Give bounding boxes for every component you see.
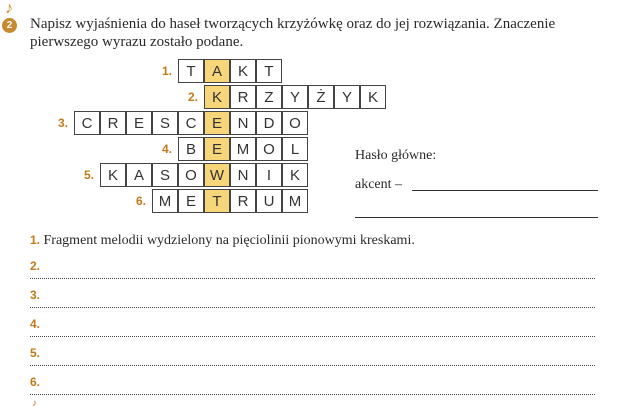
crossword-row-number: 1. <box>161 64 172 78</box>
crossword-row-number: 2. <box>187 90 198 104</box>
crossword-cell[interactable]: Y <box>334 85 360 109</box>
crossword-cell[interactable]: O <box>282 111 308 135</box>
music-note-icon: ♪ <box>5 0 13 17</box>
crossword-key-cell[interactable]: E <box>204 137 230 161</box>
definition-line-5-number: 5. <box>30 346 44 360</box>
definition-line-4-number: 4. <box>30 317 44 331</box>
crossword-cell[interactable]: S <box>152 111 178 135</box>
main-password-label: Hasło główne: <box>355 148 437 163</box>
task-instruction: Napisz wyjaśnienia do haseł tworzących krzyżówkę oraz do jej rozwiązania. Znaczenie pierwszego wyrazu zostało podane. <box>30 16 556 50</box>
crossword-row-number: 3. <box>57 116 68 130</box>
definition-1-number: 1. <box>30 233 41 247</box>
definition-line-2-number: 2. <box>30 259 44 273</box>
crossword-cell[interactable]: Z <box>256 85 282 109</box>
crossword-cell[interactable]: S <box>152 163 178 187</box>
crossword-cell[interactable]: R <box>230 189 256 213</box>
definition-1-text: Fragment melodii wydzielony na pięciolinii pionowymi kreskami. <box>43 233 415 248</box>
crossword-cell[interactable]: K <box>282 163 308 187</box>
crossword-cell[interactable]: K <box>230 59 256 83</box>
definition-line-2[interactable] <box>30 258 595 279</box>
crossword-cell[interactable]: O <box>178 163 204 187</box>
crossword-row-number: 6. <box>135 194 146 208</box>
crossword-cell[interactable]: M <box>230 137 256 161</box>
crossword-key-cell[interactable]: W <box>204 163 230 187</box>
definition-1 <box>30 233 415 249</box>
crossword-cell[interactable]: O <box>256 137 282 161</box>
main-password-extra-line[interactable] <box>355 217 598 218</box>
crossword-cell[interactable]: K <box>360 85 386 109</box>
crossword-cell[interactable]: T <box>178 59 204 83</box>
crossword-key-cell[interactable]: E <box>204 111 230 135</box>
definition-line-6[interactable] <box>30 374 595 395</box>
crossword-cell[interactable]: U <box>256 189 282 213</box>
crossword-key-cell[interactable]: T <box>204 189 230 213</box>
main-password-answer-line[interactable] <box>412 190 598 191</box>
crossword-key-cell[interactable]: K <box>204 85 230 109</box>
crossword-cell[interactable]: I <box>256 163 282 187</box>
main-password-answer-prefix: akcent – <box>355 177 403 192</box>
crossword-cell[interactable]: T <box>256 59 282 83</box>
definition-line-3-number: 3. <box>30 288 44 302</box>
footer-mark-icon: ♪ <box>32 398 37 409</box>
definition-line-3[interactable] <box>30 287 595 308</box>
crossword-cell[interactable]: C <box>74 111 100 135</box>
crossword-cell[interactable]: N <box>230 111 256 135</box>
crossword-cell[interactable]: E <box>126 111 152 135</box>
crossword-cell[interactable]: D <box>256 111 282 135</box>
crossword-cell[interactable]: R <box>100 111 126 135</box>
definition-line-6-number: 6. <box>30 375 44 389</box>
crossword-cell[interactable]: Ż <box>308 85 334 109</box>
definition-line-4[interactable] <box>30 316 595 337</box>
crossword-row-number: 5. <box>83 168 94 182</box>
crossword-row-number: 4. <box>161 142 172 156</box>
crossword-cell[interactable]: N <box>230 163 256 187</box>
crossword-cell[interactable]: R <box>230 85 256 109</box>
crossword-cell[interactable]: M <box>152 189 178 213</box>
task-number-badge: 2 <box>2 18 17 33</box>
crossword-cell[interactable]: B <box>178 137 204 161</box>
crossword-key-cell[interactable]: A <box>204 59 230 83</box>
crossword-cell[interactable]: E <box>178 189 204 213</box>
definition-line-5[interactable] <box>30 345 595 366</box>
crossword-cell[interactable]: A <box>126 163 152 187</box>
crossword-cell[interactable]: Y <box>282 85 308 109</box>
crossword-cell[interactable]: L <box>282 137 308 161</box>
crossword-cell[interactable]: C <box>178 111 204 135</box>
crossword-cell[interactable]: M <box>282 189 308 213</box>
crossword-cell[interactable]: K <box>100 163 126 187</box>
